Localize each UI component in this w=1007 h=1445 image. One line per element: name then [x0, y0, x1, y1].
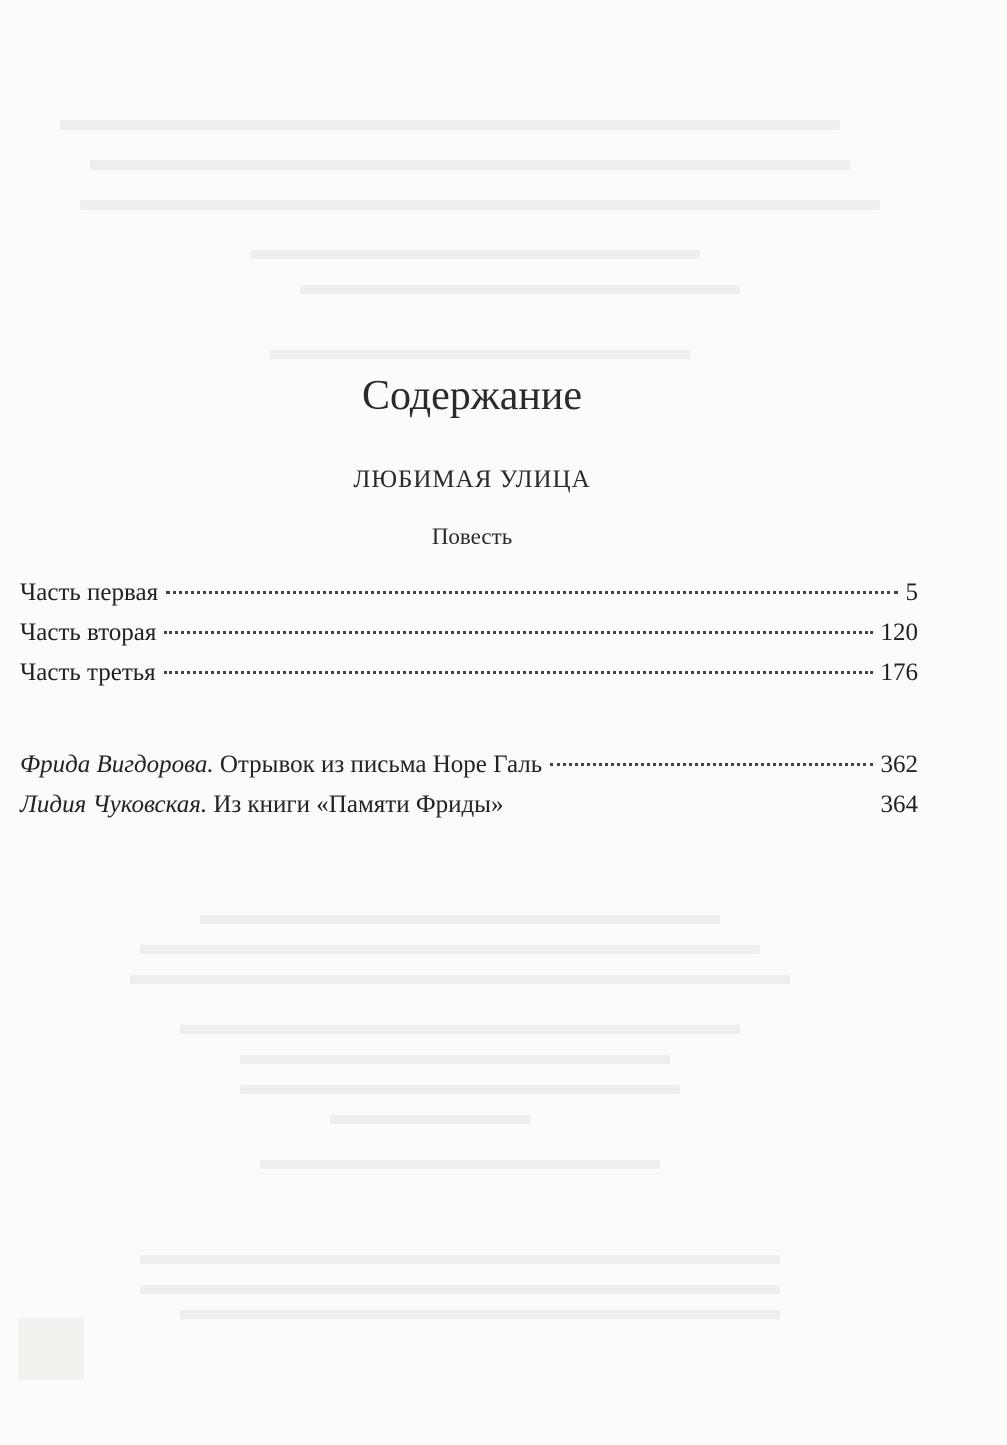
- toc-entry-page: 176: [880, 659, 918, 686]
- bleed-through-mark: [330, 1115, 530, 1124]
- toc-leader-dots: [550, 763, 872, 766]
- toc-entry[interactable]: [20, 785, 918, 825]
- toc-entry[interactable]: [20, 573, 918, 613]
- bleed-through-mark: [180, 1025, 740, 1034]
- page-title: Содержание: [361, 373, 583, 419]
- toc-entry-title: Из книги «Памяти Фриды»: [213, 791, 504, 818]
- bleed-through-mark: [140, 1285, 780, 1294]
- toc-entry-author: Фрида Вигдорова.: [20, 751, 214, 778]
- bleed-through-mark: [60, 120, 840, 130]
- bleed-through-mark: [240, 1085, 680, 1094]
- bleed-through-mark: [130, 975, 790, 984]
- toc-main-list: [20, 573, 918, 693]
- bleed-through-mark: [80, 200, 880, 210]
- toc-leader-dots: [166, 591, 897, 594]
- section-subtitle: Повесть: [431, 524, 513, 549]
- toc-entry-page: 362: [880, 751, 918, 778]
- toc-entry-label: [20, 785, 503, 825]
- toc-entry-page: 364: [880, 791, 918, 818]
- bleed-through-mark: [200, 915, 720, 924]
- toc-extra-list: [20, 745, 918, 825]
- toc-entry-page: 5: [905, 579, 918, 606]
- toc-entry-page: 120: [880, 619, 918, 646]
- toc-leader-dots: [164, 631, 872, 634]
- toc-entry-label: Часть первая: [20, 579, 159, 606]
- toc-entry[interactable]: [20, 745, 918, 785]
- bleed-through-mark: [260, 1160, 660, 1169]
- toc-leader-dots: [511, 803, 872, 806]
- bleed-through-mark: [90, 160, 850, 170]
- bleed-through-mark: [300, 285, 740, 294]
- toc-entry-label: Часть вторая: [20, 619, 157, 646]
- toc-leader-dots: [164, 671, 873, 674]
- toc-entry[interactable]: [20, 613, 918, 653]
- toc-entry[interactable]: [20, 653, 918, 693]
- corner-smudge: [18, 1318, 84, 1380]
- toc-entry-label: Часть третья: [20, 659, 156, 686]
- bleed-through-mark: [180, 1310, 780, 1319]
- bleed-through-mark: [270, 350, 690, 359]
- bleed-through-mark: [140, 1255, 780, 1264]
- toc-entry-title: Отрывок из письма Норе Галь: [219, 751, 543, 778]
- bleed-through-mark: [240, 1055, 670, 1064]
- bleed-through-mark: [140, 945, 760, 954]
- section-title: ЛЮБИМАЯ УЛИЦА: [353, 466, 591, 493]
- toc-entry-author: Лидия Чуковская.: [20, 791, 208, 818]
- toc-entry-label: [20, 745, 542, 785]
- bleed-through-mark: [250, 250, 700, 259]
